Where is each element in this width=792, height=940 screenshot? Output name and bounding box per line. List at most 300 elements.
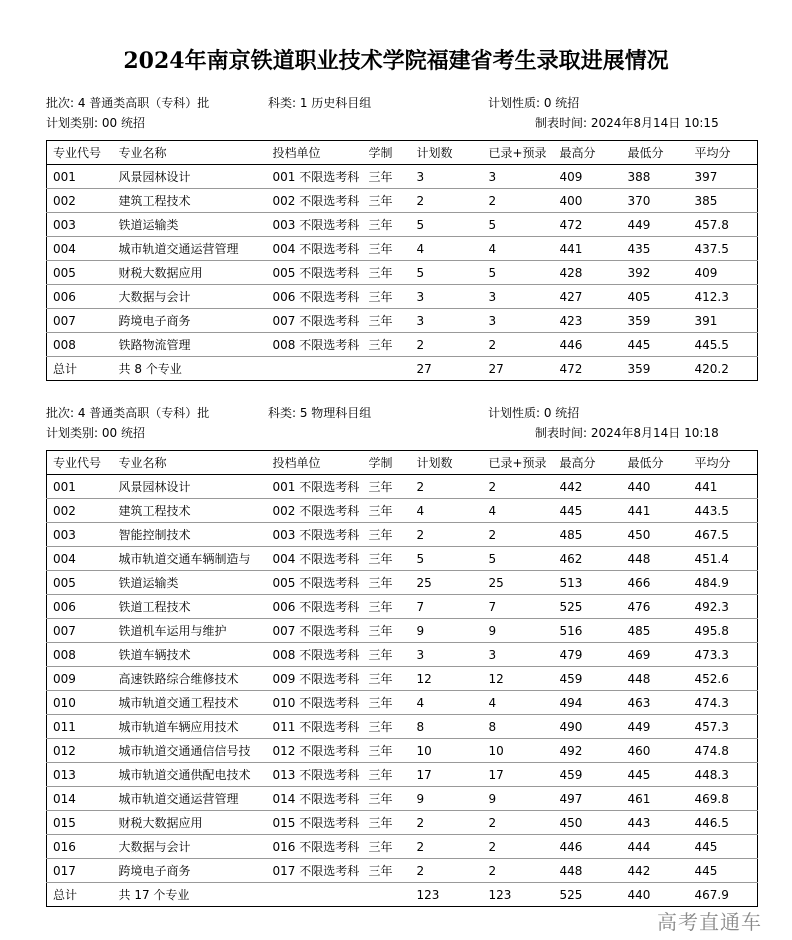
table-cell: 017 不限选考科 [272,864,360,878]
table-cell: 三年 [368,504,393,518]
table-cell: 472 [559,361,583,376]
meta-plan-nature: 计划性质: 0 统招 [488,406,580,420]
table-cell: 013 [53,767,76,782]
table-cell: 452.6 [694,671,729,686]
table-cell: 513 [559,575,583,590]
table-cell: 492.3 [694,599,729,614]
table-cell: 495.8 [694,623,729,638]
table-cell: 12 [488,671,504,686]
table-cell: 123 [488,887,512,902]
table-row [47,811,758,835]
meta-batch: 批次: 4 普通类高职（专科）批 [46,406,210,420]
table-cell: 三年 [368,266,393,280]
table-cell: 007 不限选考科 [272,314,360,328]
table-cell: 三年 [368,840,393,854]
admission-table [46,450,758,907]
table-cell: 最高分 [559,456,596,470]
table-cell: 015 不限选考科 [272,816,360,830]
table-cell: 三年 [368,768,393,782]
table-cell: 三年 [368,816,393,830]
table-cell: 002 不限选考科 [272,504,360,518]
table-cell: 专业名称 [118,456,167,470]
table-cell: 2 [488,337,497,352]
table-cell: 2 [488,193,497,208]
table-cell: 009 不限选考科 [272,672,360,686]
table-cell: 2 [416,839,425,854]
table-cell: 474.8 [694,743,729,758]
table-cell: 共 17 个专业 [118,888,190,902]
table-cell: 财税大数据应用 [118,266,203,280]
table-cell: 388 [627,169,651,184]
table-cell: 三年 [368,672,393,686]
table-cell: 5 [416,265,425,280]
table-cell: 5 [488,217,497,232]
table-cell: 006 不限选考科 [272,290,360,304]
table-row [47,499,758,523]
table-cell: 490 [559,719,583,734]
table-cell: 446.5 [694,815,729,830]
table-cell: 铁路物流管理 [118,338,191,352]
table-cell: 123 [416,887,440,902]
table-cell: 409 [694,265,718,280]
table-cell: 专业名称 [118,146,167,160]
table-cell: 448.3 [694,767,729,782]
table-cell: 三年 [368,576,393,590]
table-row [47,691,758,715]
table-cell: 智能控制技术 [118,528,191,542]
table-cell: 投档单位 [272,456,321,470]
table-cell: 4 [488,241,497,256]
table-cell [267,357,363,381]
table-cell: 420.2 [694,361,729,376]
table-cell: 492 [559,743,583,758]
table-row [47,619,758,643]
table-row [47,859,758,883]
table-cell: 三年 [368,720,393,734]
table-cell: 015 [53,815,76,830]
table-cell: 铁道工程技术 [118,600,191,614]
table-cell: 441 [627,503,651,518]
table-cell: 3 [416,647,425,662]
table-cell: 405 [627,289,651,304]
table-cell: 7 [488,599,497,614]
table-row [47,667,758,691]
table-cell: 城市轨道交通供配电技术 [118,768,251,782]
table-cell: 457.3 [694,719,729,734]
table-cell: 445 [694,863,718,878]
table-cell: 437.5 [694,241,729,256]
table-cell: 391 [694,313,718,328]
table-cell: 440 [627,887,651,902]
table-cell: 016 [53,839,76,854]
table-cell: 3 [416,313,425,328]
table-cell: 412.3 [694,289,729,304]
table-cell: 8 [416,719,425,734]
table-cell: 17 [488,767,504,782]
table-cell: 469 [627,647,651,662]
table-cell: 17 [416,767,432,782]
table-cell: 2 [416,193,425,208]
table-cell: 005 [53,265,76,280]
table-row [47,739,758,763]
table-cell: 4 [488,503,497,518]
table-cell: 441 [694,479,718,494]
table-row [47,523,758,547]
table-cell: 006 [53,599,76,614]
table-header [47,451,758,475]
table-cell: 359 [627,361,651,376]
table-cell: 专业代号 [53,456,102,470]
table-cell: 建筑工程技术 [118,194,191,208]
table-cell: 9 [488,791,497,806]
table-cell: 442 [627,863,651,878]
table-cell: 002 不限选考科 [272,194,360,208]
table-cell: 473.3 [694,647,729,662]
table-cell: 017 [53,863,76,878]
table-cell: 三年 [368,648,393,662]
table-cell: 005 [53,575,76,590]
table-cell: 013 不限选考科 [272,768,360,782]
table-cell: 007 [53,313,76,328]
table-cell: 2 [416,479,425,494]
table-cell: 392 [627,265,651,280]
table-cell: 9 [416,791,425,806]
table-cell: 485 [559,527,583,542]
table-cell: 443.5 [694,503,729,518]
table-cell: 004 不限选考科 [272,242,360,256]
table-cell: 建筑工程技术 [118,504,191,518]
table-cell: 风景园林设计 [118,170,191,184]
table-cell: 学制 [368,456,393,470]
table-cell: 516 [559,623,583,638]
table-cell: 2 [416,337,425,352]
table-cell: 003 不限选考科 [272,218,360,232]
table-cell: 城市轨道车辆应用技术 [118,720,239,734]
table-cell: 479 [559,647,583,662]
table-cell: 大数据与会计 [118,290,191,304]
table-cell: 409 [559,169,583,184]
table-cell: 010 不限选考科 [272,696,360,710]
table-total-row [47,357,758,381]
table-cell: 5 [416,551,425,566]
meta-subject: 科类: 1 历史科目组 [268,96,372,110]
table-cell: 学制 [368,146,393,160]
table-cell: 001 不限选考科 [272,480,360,494]
table-cell: 007 不限选考科 [272,624,360,638]
table-cell: 三年 [368,290,393,304]
table-cell: 总计 [53,888,78,902]
table-cell: 5 [488,551,497,566]
meta-plan-type: 计划类别: 00 统招 [46,426,145,440]
table-cell: 3 [416,169,425,184]
table-cell: 12 [416,671,432,686]
table-cell: 525 [559,599,583,614]
table-cell: 441 [559,241,583,256]
table-cell: 016 不限选考科 [272,840,360,854]
table-cell: 25 [416,575,432,590]
table-cell: 450 [559,815,583,830]
table-cell: 计划数 [416,146,453,160]
table-cell: 385 [694,193,718,208]
table-row [47,189,758,213]
table-cell: 494 [559,695,583,710]
table-cell: 370 [627,193,651,208]
table-cell: 449 [627,719,651,734]
table-cell: 004 [53,551,76,566]
table-cell: 459 [559,767,583,782]
table-cell: 445 [694,839,718,854]
table-cell: 平均分 [694,456,731,470]
table-cell: 009 [53,671,76,686]
table-cell: 457.8 [694,217,729,232]
table-cell: 525 [559,887,583,902]
table-cell: 400 [559,193,583,208]
table-cell: 451.4 [694,551,729,566]
table-cell: 平均分 [694,146,731,160]
table-cell: 001 不限选考科 [272,170,360,184]
table-cell: 004 [53,241,76,256]
table-cell: 城市轨道交通工程技术 [118,696,239,710]
table-row [47,715,758,739]
meta-plan-nature: 计划性质: 0 统招 [488,96,580,110]
table-cell: 三年 [368,864,393,878]
table-cell: 三年 [368,696,393,710]
table-cell: 003 不限选考科 [272,528,360,542]
table-cell: 014 不限选考科 [272,792,360,806]
table-cell [363,357,411,381]
table-cell: 城市轨道交通运营管理 [118,792,239,806]
table-row [47,333,758,357]
table-row [47,475,758,499]
table-cell: 4 [416,241,425,256]
table-cell: 7 [416,599,425,614]
table-cell: 城市轨道交通运营管理 [118,242,239,256]
table-row [47,787,758,811]
table-cell: 427 [559,289,583,304]
table-cell: 跨境电子商务 [118,864,191,878]
table-cell: 4 [416,503,425,518]
table-cell: 3 [416,289,425,304]
table-cell: 450 [627,527,651,542]
table-cell: 3 [488,313,497,328]
table-cell: 448 [627,671,651,686]
table-cell: 2 [488,839,497,854]
watermark: 高考直通车 [657,910,762,934]
table-cell: 最高分 [559,146,596,160]
table-cell: 城市轨道交通通信信号技 [118,744,251,758]
table-cell: 443 [627,815,651,830]
table-row [47,643,758,667]
table-cell: 008 [53,647,76,662]
table-cell: 444 [627,839,651,854]
table-cell: 大数据与会计 [118,840,191,854]
table-cell: 高速铁路综合维修技术 [118,672,239,686]
table-cell: 共 8 个专业 [118,362,182,376]
table-cell: 2 [488,863,497,878]
table-cell: 484.9 [694,575,729,590]
table-row [47,309,758,333]
table-cell: 440 [627,479,651,494]
table-row [47,595,758,619]
table-cell: 446 [559,839,583,854]
meta-batch: 批次: 4 普通类高职（专科）批 [46,96,210,110]
table-cell: 003 [53,527,76,542]
table-cell: 专业代号 [53,146,102,160]
table-cell: 446 [559,337,583,352]
table-cell: 462 [559,551,583,566]
table-cell: 计划数 [416,456,453,470]
table-cell: 008 不限选考科 [272,648,360,662]
table-cell: 003 [53,217,76,232]
table-cell: 461 [627,791,651,806]
table-cell: 448 [627,551,651,566]
table-cell: 5 [416,217,425,232]
table-cell: 012 [53,743,76,758]
table-cell: 2 [488,527,497,542]
table-cell: 474.3 [694,695,729,710]
table-cell: 002 [53,193,76,208]
table-cell: 三年 [368,242,393,256]
table-cell: 投档单位 [272,146,321,160]
table-cell: 三年 [368,338,393,352]
table-cell: 2 [488,479,497,494]
table-cell: 铁道车辆技术 [118,648,191,662]
table-cell: 3 [488,647,497,662]
table-cell: 3 [488,169,497,184]
table-cell: 三年 [368,792,393,806]
table-cell: 445 [627,337,651,352]
table-cell: 476 [627,599,651,614]
table-cell: 最低分 [627,146,664,160]
table-cell: 三年 [368,624,393,638]
table-cell: 最低分 [627,456,664,470]
table-cell: 三年 [368,218,393,232]
table-cell: 008 [53,337,76,352]
table-cell: 2 [416,815,425,830]
table-cell: 2 [416,527,425,542]
table-cell: 466 [627,575,651,590]
table-cell: 469.8 [694,791,729,806]
table-cell: 463 [627,695,651,710]
table-cell: 445 [559,503,583,518]
table-cell: 铁道机车运用与维护 [118,624,227,638]
table-row [47,237,758,261]
table-row [47,165,758,189]
table-cell: 2 [416,863,425,878]
table-cell: 397 [694,169,718,184]
table-cell: 428 [559,265,583,280]
table-cell: 铁道运输类 [118,218,179,232]
table-cell: 012 不限选考科 [272,744,360,758]
table-cell: 005 不限选考科 [272,576,360,590]
page-title: 2024年南京铁道职业技术学院福建省考生录取进展情况 [123,48,669,74]
table-header [47,141,758,165]
table-cell: 27 [488,361,504,376]
table-cell [267,883,363,907]
table-cell: 459 [559,671,583,686]
table-cell: 城市轨道交通车辆制造与 [118,552,251,566]
table-cell: 三年 [368,480,393,494]
table-cell: 财税大数据应用 [118,816,203,830]
table-cell [363,883,411,907]
table-cell: 467.9 [694,887,729,902]
table-cell: 8 [488,719,497,734]
table-cell: 风景园林设计 [118,480,191,494]
table-cell: 25 [488,575,504,590]
table-row [47,261,758,285]
table-cell: 3 [488,289,497,304]
table-cell: 9 [416,623,425,638]
table-total-row [47,883,758,907]
table-cell: 三年 [368,552,393,566]
table-cell: 三年 [368,528,393,542]
table-cell: 442 [559,479,583,494]
table-row [47,547,758,571]
table-cell: 497 [559,791,583,806]
table-cell: 006 [53,289,76,304]
table-cell: 002 [53,503,76,518]
table-row [47,763,758,787]
table-cell: 三年 [368,314,393,328]
table-cell: 448 [559,863,583,878]
table-cell: 10 [488,743,504,758]
meta-subject: 科类: 5 物理科目组 [268,406,372,420]
table-cell: 已录+预录 [488,146,547,160]
table-cell: 006 不限选考科 [272,600,360,614]
table-cell: 014 [53,791,76,806]
table-cell: 三年 [368,170,393,184]
table-cell: 011 不限选考科 [272,720,360,734]
table-cell: 4 [488,695,497,710]
table-cell: 跨境电子商务 [118,314,191,328]
table-cell: 010 [53,695,76,710]
table-cell: 10 [416,743,432,758]
table-cell: 449 [627,217,651,232]
table-row [47,285,758,309]
table-cell: 011 [53,719,76,734]
table-cell: 5 [488,265,497,280]
table-row [47,213,758,237]
table-cell: 三年 [368,744,393,758]
table-cell: 359 [627,313,651,328]
meta-time: 制表时间: 2024年8月14日 10:18 [535,426,719,440]
table-cell: 423 [559,313,583,328]
table-cell: 总计 [53,362,78,376]
table-cell: 已录+预录 [488,456,547,470]
table-cell: 472 [559,217,583,232]
meta-time: 制表时间: 2024年8月14日 10:15 [535,116,719,130]
table-cell: 4 [416,695,425,710]
table-cell: 铁道运输类 [118,576,179,590]
admission-table [46,140,758,381]
table-cell: 2 [488,815,497,830]
table-cell: 三年 [368,194,393,208]
table-row [47,571,758,595]
table-cell: 27 [416,361,432,376]
table-row [47,835,758,859]
table-cell: 004 不限选考科 [272,552,360,566]
table-cell: 445 [627,767,651,782]
table-cell: 001 [53,479,76,494]
table-cell: 008 不限选考科 [272,338,360,352]
table-cell: 445.5 [694,337,729,352]
table-cell: 460 [627,743,651,758]
table-cell: 467.5 [694,527,729,542]
table-cell: 005 不限选考科 [272,266,360,280]
meta-plan-type: 计划类别: 00 统招 [46,116,145,130]
table-cell: 9 [488,623,497,638]
table-cell: 三年 [368,600,393,614]
